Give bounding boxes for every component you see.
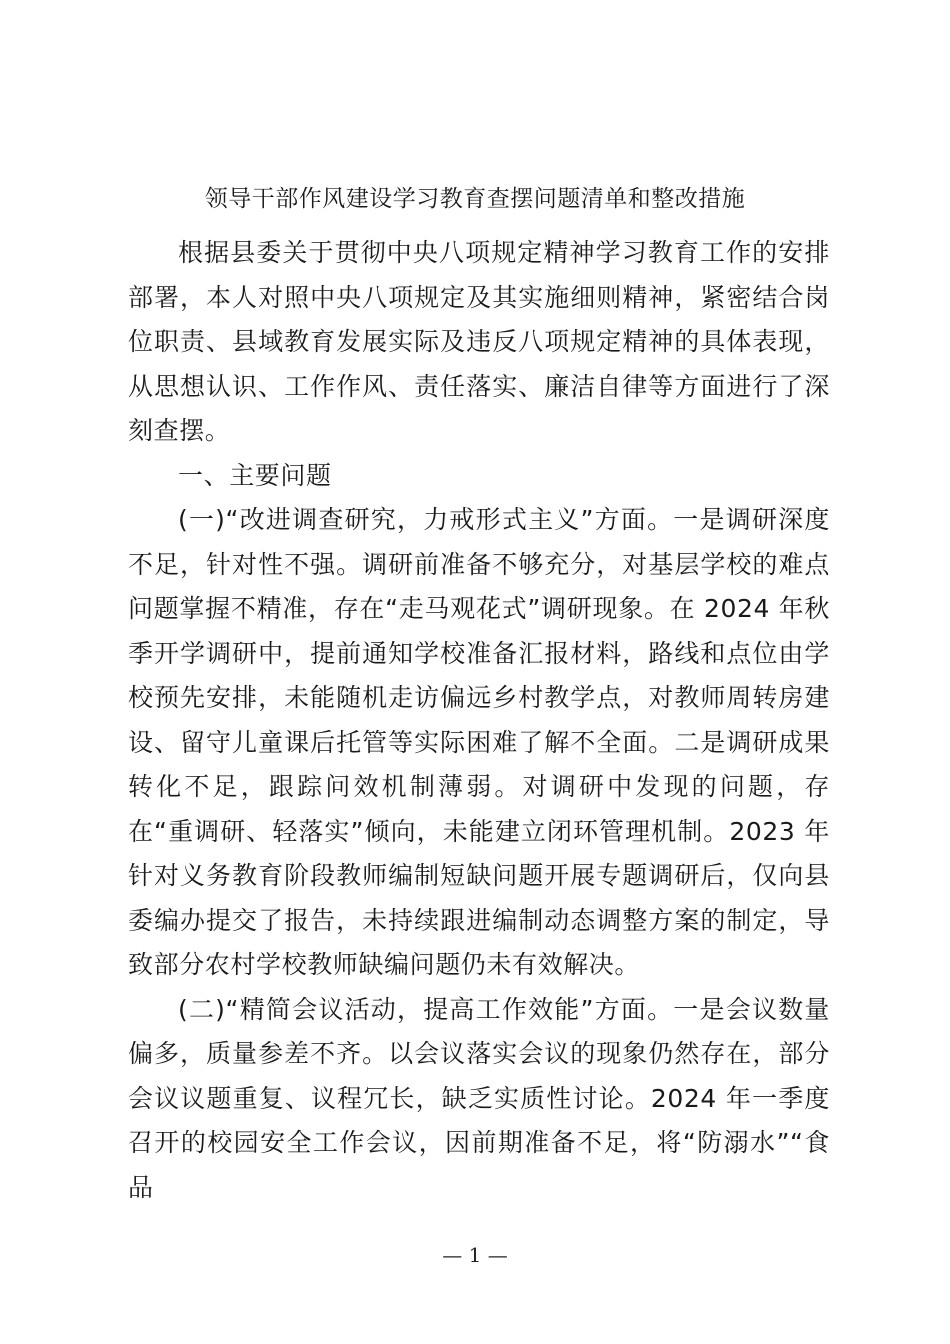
document-body xyxy=(128,231,830,1210)
document-title: 领导干部作风建设学习教育查摆问题清单和整改措施 xyxy=(204,186,746,212)
intro-paragraph: 根据县委关于贯彻中央八项规定精神学习教育工作的安排部署，本人对照中央八项规定及其实施细则精神，紧密结合岗位职责、县域教育发展实际及违反八项规定精神的具体表现，从思想认识、工作作风、责任落实、廉洁自律等方面进行了深刻查摆。 xyxy=(128,238,830,445)
page-number: — 1 — xyxy=(442,1243,508,1267)
issue-paragraph-1: (一)“改进调查研究，力戒形式主义”方面。一是调研深度不足，针对性不强。调研前准备不够充分，对基层学校的难点问题掌握不精准，存在“走马观花式”调研现象。在 2024 年秋季开学调研中，提前通知学校准备汇报材料，路线和点位由学校预先安排，未能随机走访偏远乡村教学点，对教师周转房建设、留守儿童课后托管等实际困难了解不全面。二是调研成果转化不足，跟踪问效机制薄弱。对调研中发现的问题，存在“重调研、轻落实”倾向，未能建立闭环管理机制。2023 年针对义务教育阶段教师编制短缺问题开展专题调研后，仅向县委编办提交了报告，未持续跟进编制动态调整方案的制定，导致部分农村学校教师缺编问题仍未有效解决。 xyxy=(128,505,830,979)
issue-paragraph-2: (二)“精简会议活动，提高工作效能”方面。一是会议数量偏多，质量参差不齐。以会议落实会议的现象仍然存在，部分会议议题重复、议程冗长，缺乏实质性讨论。2024 年一季度召开的校园安全工作会议，因前期准备不足，将“防溺水”“食品 xyxy=(128,994,830,1202)
section-heading: 一、主要问题 xyxy=(178,460,332,490)
